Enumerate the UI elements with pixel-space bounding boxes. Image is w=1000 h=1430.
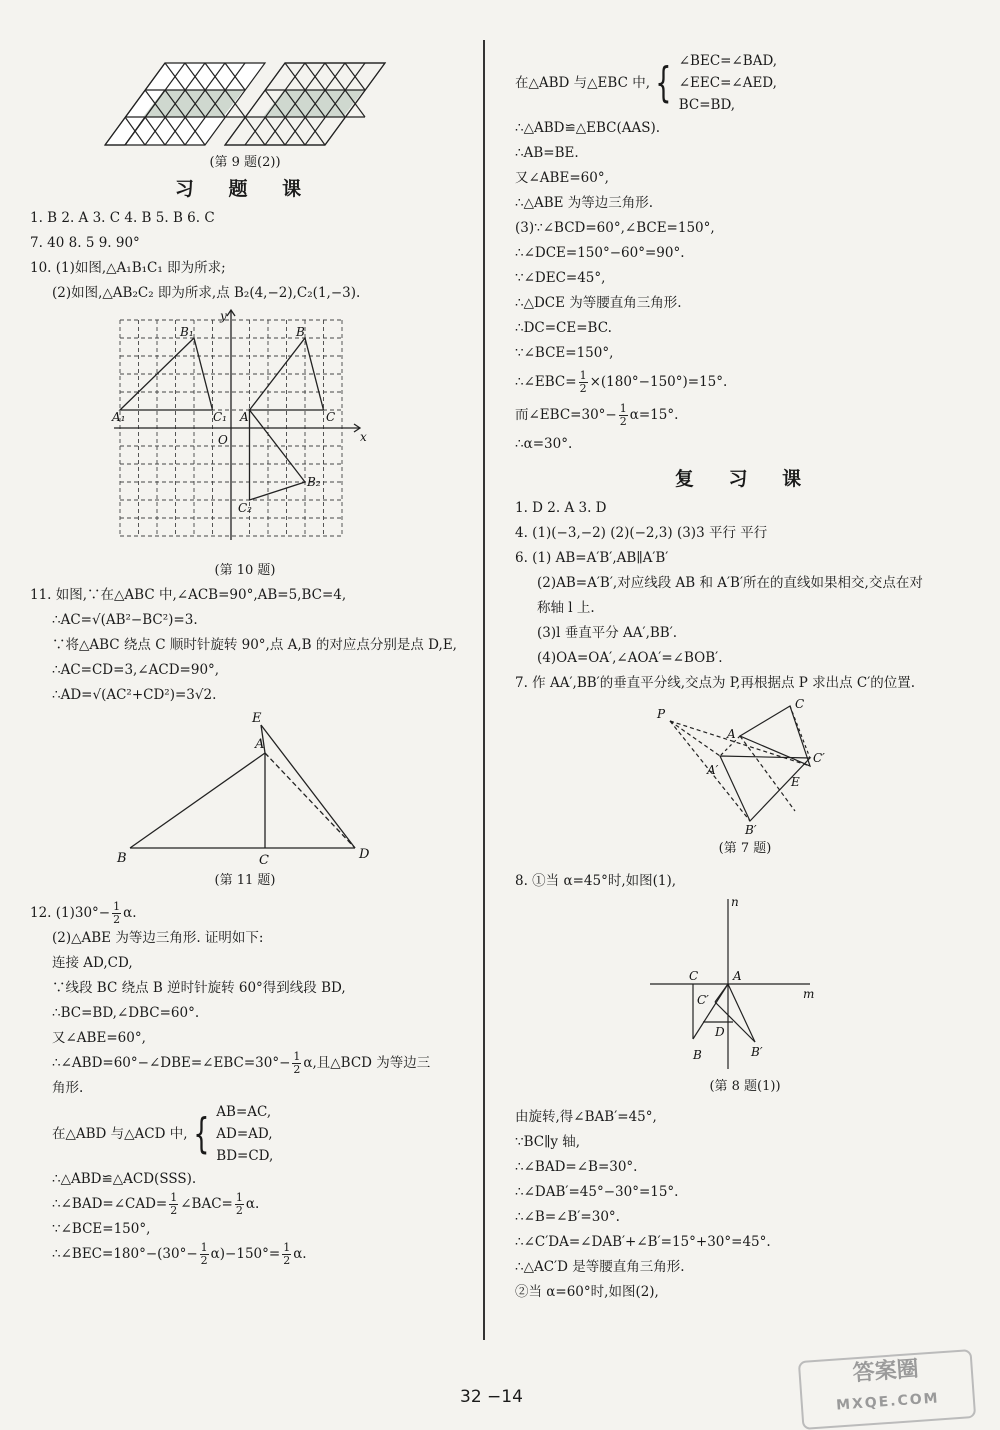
q12-conditions: AB=AC, AD=AD, BD=CD, (216, 1104, 274, 1164)
fig10-label-c1: C₁ (213, 410, 227, 424)
fig10-label-x: x (360, 430, 367, 444)
fraction-half: $\frac{1}{2}$ (200, 1241, 208, 1267)
fig8-label-b-prime: B′ (751, 1045, 763, 1059)
q10-part2: (2)如图,△AB₂C₂ 即为所求,点 B₂(4,−2),C₂(1,−3). (52, 285, 361, 301)
fig10-label-b: B (296, 325, 305, 339)
fraction-half: $\frac{1}{2}$ (283, 1241, 291, 1267)
r-line2: ∴△ABD≌△EBC(AAS). (515, 120, 661, 136)
q11-line2: ∴AC=√(AB²−BC²)=3. (52, 612, 198, 628)
review-answer-6-1: 6. (1) AB=A′B′,AB∥A′B′ (515, 550, 669, 566)
review-8-line6: ∴∠C′DA=∠DAB′+∠B′=15°+30°=45°. (515, 1234, 771, 1250)
left-column (30, 50, 460, 1267)
figure-9-rhombus-grids (95, 50, 395, 150)
r-line7: ∴∠DCE=150°−60°=90°. (515, 245, 685, 261)
q12-line10: ∴△ABD≌△ACD(SSS). (52, 1171, 197, 1187)
section-title-exercise: 习 题 课 (174, 178, 316, 200)
q10-part1: 10. (1)如图,△A₁B₁C₁ 即为所求; (30, 260, 226, 276)
brace-symbol: { (192, 1109, 209, 1158)
fraction-half: $\frac{1}{2}$ (170, 1191, 178, 1217)
q11-line4: ∴AC=CD=3,∠ACD=90°, (52, 662, 220, 678)
fraction-half: $\frac{1}{2}$ (293, 1050, 301, 1076)
figure-10-coordinate-grid (110, 308, 380, 558)
brace-symbol: { (655, 58, 672, 107)
review-8-line1: 由旋转,得∠BAB′=45°, (515, 1109, 657, 1125)
figure-7-caption: (第 7 题) (718, 841, 772, 856)
fig10-label-b2: B₂ (307, 475, 321, 489)
fig11-label-b: B (117, 851, 127, 866)
r-line12: ∴∠EBC= $\frac{1}{2}$ ×(180°−150°)=15°. (515, 369, 728, 395)
fig7-label-a-prime: A′ (707, 763, 719, 777)
q11-line1: 11. 如图,∵在△ABC 中,∠ACB=90°,AB=5,BC=4, (30, 587, 347, 603)
r-line5: ∴△ABE 为等边三角形. (515, 195, 654, 211)
review-8-line3: ∴∠BAD=∠B=30°. (515, 1159, 638, 1175)
fig7-label-a: A (727, 727, 736, 741)
r-line9: ∴△DCE 为等腰直角三角形. (515, 295, 682, 311)
review-answer-4: 4. (1)(−3,−2) (2)(−2,3) (3)3 平行 平行 (515, 525, 768, 541)
q12-line4: ∵线段 BC 绕点 B 逆时针旋转 60°得到线段 BD, (52, 980, 346, 996)
fig8-label-n: n (731, 895, 739, 909)
review-8-line4: ∴∠DAB′=45°−30°=15°. (515, 1184, 679, 1200)
fraction-half: $\frac{1}{2}$ (619, 402, 627, 428)
review-answer-6-2: (2)AB=A′B′,对应线段 AB 和 A′B′所在的直线如果相交,交点在对 (537, 575, 923, 591)
column-divider (483, 40, 485, 1340)
review-answer-6-3: 称轴 l 上. (537, 600, 595, 616)
fig10-label-c2: C₂ (238, 501, 252, 515)
r-conditions: ∠BEC=∠BAD, ∠EEC=∠AED, BC=BD, (678, 53, 778, 113)
review-answer-8: 8. ①当 α=45°时,如图(1), (515, 873, 677, 889)
review-answers-1-3: 1. D 2. A 3. D (515, 500, 607, 516)
fraction-half: $\frac{1}{2}$ (579, 369, 587, 395)
fig11-label-a: A (255, 737, 265, 752)
r-line6: (3)∵∠BCD=60°,∠BCE=150°, (515, 220, 715, 236)
r-system: 在△ABD 与△EBC 中, { ∠BEC=∠BAD, ∠EEC=∠AED, BC=BD, (515, 50, 975, 116)
r-line8: ∵∠DEC=45°, (515, 270, 606, 286)
fig8-label-b: B (693, 1048, 702, 1062)
fig11-label-c: C (259, 853, 269, 868)
fraction-half: $\frac{1}{2}$ (113, 900, 121, 926)
fig11-label-e: E (252, 711, 262, 726)
fig10-label-a: A (240, 410, 249, 424)
fig8-label-m: m (803, 987, 815, 1001)
q12-system: 在△ABD 与△ACD 中, { AB=AC, AD=AD, BD=CD, (30, 1101, 460, 1167)
q12-line13: ∴∠BEC=180°−(30°− $\frac{1}{2}$ α)−150°= $\frac{1}{2}$ α. (52, 1241, 307, 1267)
fraction-half: $\frac{1}{2}$ (235, 1191, 243, 1217)
answers-1-6: 1. B 2. A 3. C 4. B 5. B 6. C (30, 210, 215, 226)
fig8-label-d: D (715, 1025, 725, 1039)
q12-line8: 角形. (52, 1080, 84, 1096)
q12-line11: ∴∠BAD=∠CAD= $\frac{1}{2}$ ∠BAC= $\frac{1}{2}$ α. (52, 1191, 260, 1217)
fig7-label-e: E (791, 775, 800, 789)
review-8-line8: ②当 α=60°时,如图(2), (515, 1284, 659, 1300)
right-column (515, 50, 975, 1305)
fig10-label-a1: A₁ (112, 410, 126, 424)
figure-11-caption: (第 11 题) (214, 873, 276, 888)
fig10-label-origin: O (218, 433, 228, 447)
figure-8-caption: (第 8 题(1)) (709, 1079, 781, 1094)
r-line4: 又∠ABE=60°, (515, 170, 609, 186)
fig11-label-d: D (359, 847, 370, 862)
figure-11-triangles (115, 708, 375, 868)
review-8-line2: ∵BC∥y 轴, (515, 1134, 581, 1150)
fig8-label-a: A (733, 969, 742, 983)
fig7-label-b-prime: B′ (745, 823, 757, 836)
figure-10-caption: (第 10 题) (214, 563, 276, 578)
fig10-label-y: y (220, 309, 227, 323)
q12-line7: ∴∠ABD=60°−∠DBE=∠EBC=30°− $\frac{1}{2}$ α,且△BCD 为等边三 (52, 1050, 431, 1076)
figure-8-rotation (645, 894, 845, 1074)
review-answer-6-4: (3)l 垂直平分 AA′,BB′. (537, 625, 678, 641)
r-line13: 而∠EBC=30°− $\frac{1}{2}$ α=15°. (515, 402, 679, 428)
r-line3: ∴AB=BE. (515, 145, 579, 161)
q12-line12: ∵∠BCE=150°, (52, 1221, 151, 1237)
q12-line2: (2)△ABE 为等边三角形. 证明如下: (52, 930, 264, 946)
watermark-logo: 答案圈 MXQE.COM (798, 1349, 976, 1430)
fig10-label-c: C (326, 410, 336, 424)
q11-line5: ∴AD=√(AC²+CD²)=3√2. (52, 687, 217, 703)
review-8-line5: ∴∠B=∠B′=30°. (515, 1209, 620, 1225)
r-line14: ∴α=30°. (515, 436, 573, 452)
fig7-label-c: C (795, 697, 805, 711)
page-number: 32 −14 (460, 1387, 523, 1407)
fig10-label-b1: B₁ (180, 325, 194, 339)
q12-part1: 12. (1)30°− $\frac{1}{2}$ α. (30, 900, 137, 926)
q12-line3: 连接 AD,CD, (52, 955, 133, 971)
r-line10: ∴DC=CE=BC. (515, 320, 612, 336)
fig7-label-c-prime: C′ (813, 751, 825, 765)
fig8-label-c-prime: C′ (697, 993, 709, 1007)
review-answer-6-5: (4)OA=OA′,∠AOA′=∠BOB′. (537, 650, 723, 666)
answers-7-9: 7. 40 8. 5 9. 90° (30, 235, 140, 251)
q12-line5: ∴BC=BD,∠DBC=60°. (52, 1005, 200, 1021)
q11-line3: ∵将△ABC 绕点 C 顺时针旋转 90°,点 A,B 的对应点分别是点 D,E, (52, 637, 457, 653)
r-line11: ∵∠BCE=150°, (515, 345, 614, 361)
review-8-line7: ∴△AC′D 是等腰直角三角形. (515, 1259, 685, 1275)
section-title-review: 复 习 课 (674, 468, 816, 490)
q12-line6: 又∠ABE=60°, (52, 1030, 146, 1046)
review-answer-7: 7. 作 AA′,BB′的垂直平分线,交点为 P,再根据点 P 求出点 C′的位置. (515, 675, 916, 691)
fig8-label-c: C (689, 969, 699, 983)
figure-7-perpendicular-bisectors (645, 696, 845, 836)
fig7-label-p: P (657, 707, 666, 721)
figure-9-caption: (第 9 题(2)) (209, 155, 281, 170)
